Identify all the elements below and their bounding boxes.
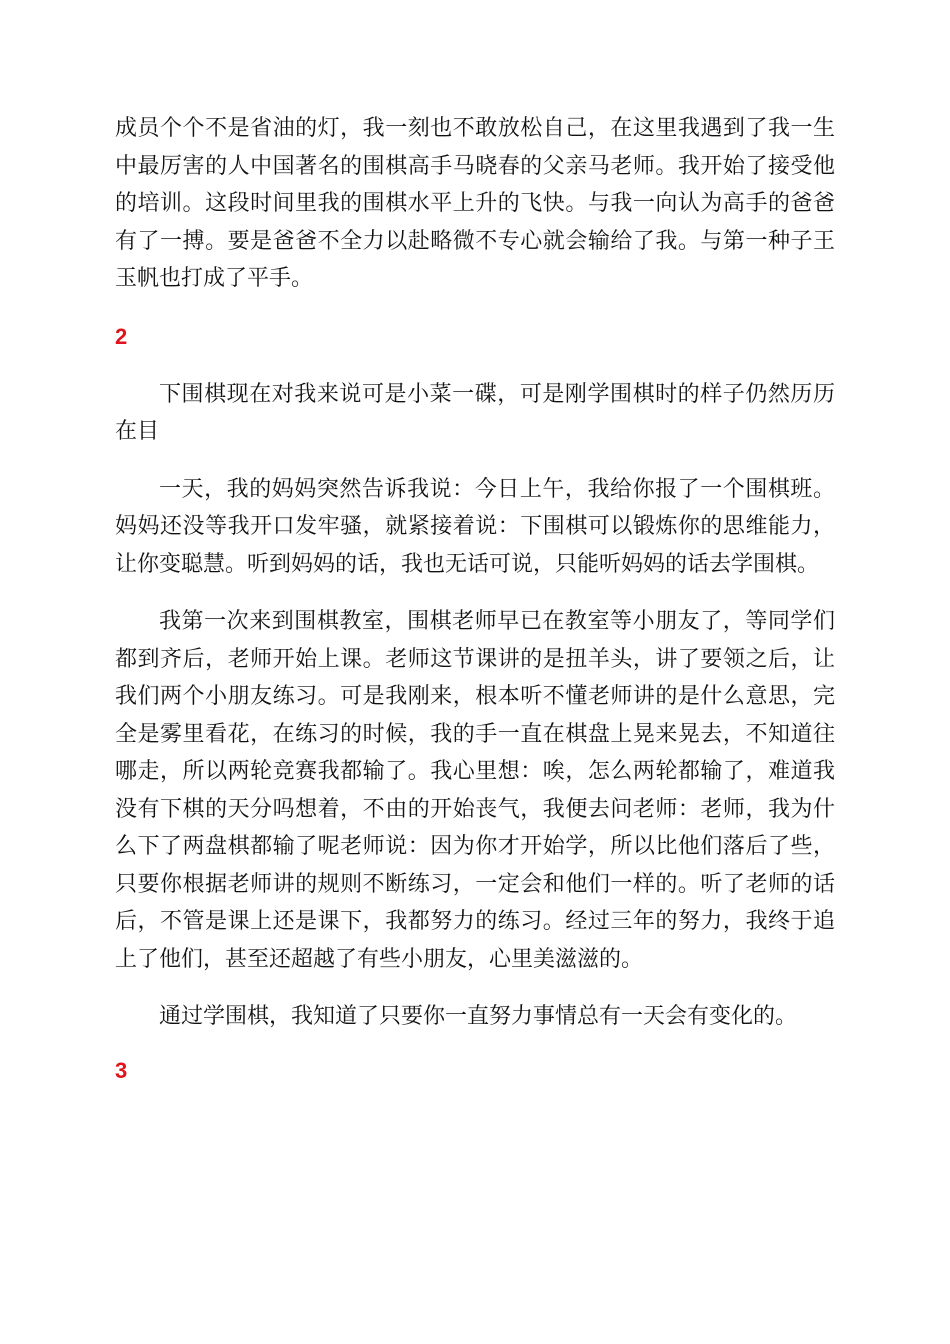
document-body <box>115 110 835 1110</box>
section-number-2: 2 <box>115 323 128 349</box>
paragraph-classroom: 我第一次来到围棋教室，围棋老师早已在教室等小朋友了，等同学们都到齐后，老师开始上课。老师这节课讲的是扭羊头，讲了要领之后，让我们两个小朋友练习。可是我刚来，根本听不懂老师讲的是什么意思，完全是雾里看花，在练习的时候，我的手一直在棋盘上晃来晃去，不知道往哪走，所以两轮竞赛我都输了。我心里想：唉，怎么两轮都输了，难道我没有下棋的天分吗想着，不由的开始丧气，我便去问老师：老师，我为什么下了两盘棋都输了呢老师说：因为你才开始学，所以比他们落后了些，只要你根据老师讲的规则不断练习，一定会和他们一样的。听了老师的话后，不管是课上还是课下，我都努力的练习。经过三年的努力，我终于追上了他们，甚至还超越了有些小朋友，心里美滋滋的。 <box>115 609 835 972</box>
section-number-3: 3 <box>115 1057 128 1083</box>
paragraph-mother: 一天，我的妈妈突然告诉我说：今日上午，我给你报了一个围棋班。妈妈还没等我开口发牢骚，就紧接着说：下围棋可以锻炼你的思维能力，让你变聪慧。听到妈妈的话，我也无话可说，只能听妈妈的话去学围棋。 <box>115 476 835 577</box>
paragraph-continued: 成员个个不是省油的灯，我一刻也不敢放松自己，在这里我遇到了我一生中最厉害的人中国著名的围棋高手马晓春的父亲马老师。我开始了接受他的培训。这段时间里我的围棋水平上升的飞快。与我一向认为高手的爸爸有了一搏。要是爸爸不全力以赴略微不专心就会输给了我。与第一种子王玉帆也打成了平手。 <box>115 116 835 291</box>
paragraph-intro: 下围棋现在对我来说可是小菜一碟，可是刚学围棋时的样子仍然历历在目 <box>115 381 835 444</box>
paragraph-conclusion: 通过学围棋，我知道了只要你一直努力事情总有一天会有变化的。 <box>159 1004 798 1029</box>
